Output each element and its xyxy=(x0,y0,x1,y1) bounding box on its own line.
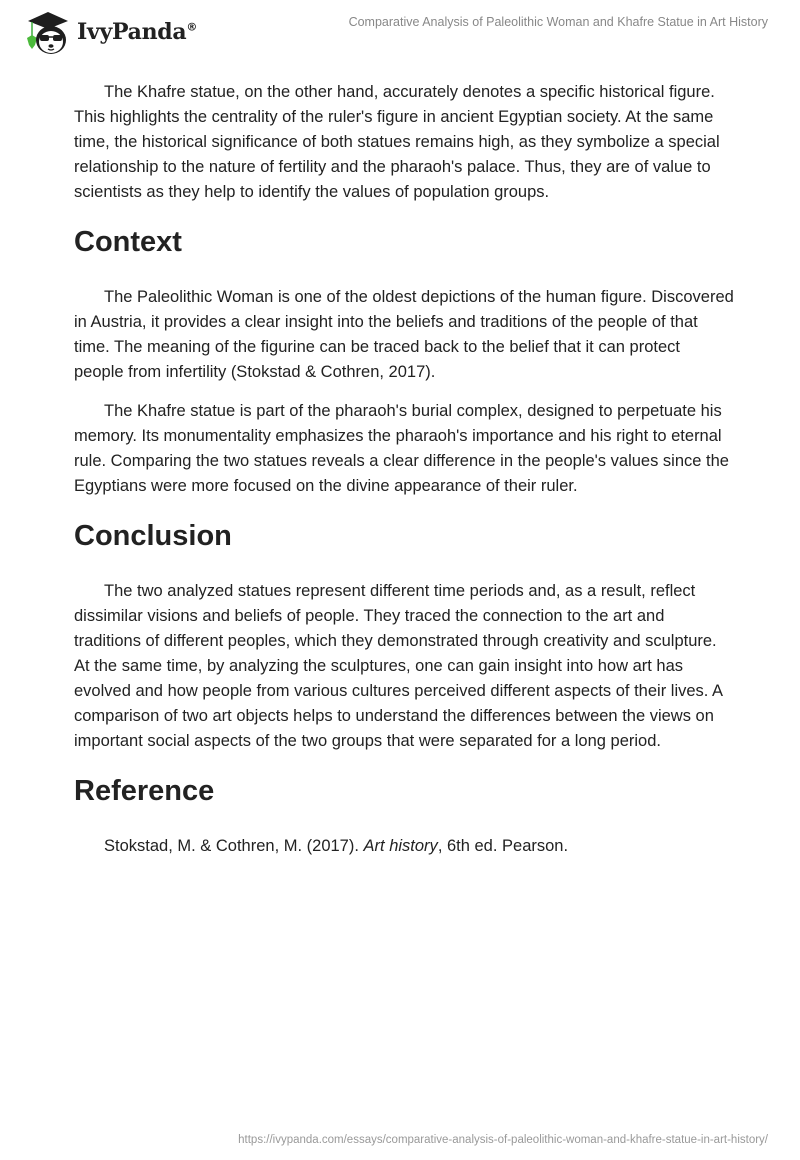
essay-content xyxy=(74,80,734,859)
conclusion-paragraph: The two analyzed statues represent different time periods and, as a result, reflect dissimilar visions and beliefs of people. They traced the connection to the art and traditions of different peoples, which they demonstrated through creativity and sculpture. At the same time, by analyzing the sculptures, one can gain insight into how art has evolved and how people from various cultures perceived different aspects of their lives. A comparison of two art objects helps to understand the differences between the views on important social aspects of the two groups that were separated for a long period. xyxy=(74,582,723,750)
document-title: Comparative Analysis of Paleolithic Woman and Khafre Statue in Art History xyxy=(348,15,768,29)
page-header xyxy=(0,0,800,64)
section-heading-reference: Reference xyxy=(74,775,215,807)
panda-graduate-icon xyxy=(18,8,74,56)
section-heading-conclusion: Conclusion xyxy=(74,520,232,552)
section-heading-context: Context xyxy=(74,226,182,258)
context-paragraph-2: The Khafre statue is part of the pharaoh's burial complex, designed to perpetuate his memory. Its monumentality emphasizes the pharaoh's importance and his right to eternal rule. Comparing the two statues reveals a clear difference in the people's values since the Egyptians were more focused on the divine appearance of their ruler. xyxy=(74,402,729,495)
context-paragraph-1: The Paleolithic Woman is one of the oldest depictions of the human figure. Discovered in Austria, it provides a clear insight into the beliefs and traditions of the people of that time. The meaning of the figurine can be traced back to the belief that it can protect people from infertility (Stokstad & Cothren, 2017). xyxy=(74,288,734,381)
ivypanda-logo[interactable] xyxy=(18,8,197,56)
intro-paragraph: The Khafre statue, on the other hand, accurately denotes a specific historical figure. This highlights the centrality of the ruler's figure in ancient Egyptian society. At the same time, the historical significance of both statues remains high, as they symbolize a special relationship to the nature of fertility and the pharaoh's palace. Thus, they are of value to scientists as they help to identify the values of population groups. xyxy=(74,83,720,201)
reference-title: Art history xyxy=(363,837,438,855)
source-url[interactable]: https://ivypanda.com/essays/comparative-analysis-of-paleolithic-woman-and-khafre-statue-in-art-history/ xyxy=(238,1134,768,1146)
reference-entry: Stokstad, M. & Cothren, M. (2017). Art history, 6th ed. Pearson. xyxy=(104,837,569,855)
logo-wordmark: IvyPanda® xyxy=(77,19,198,45)
